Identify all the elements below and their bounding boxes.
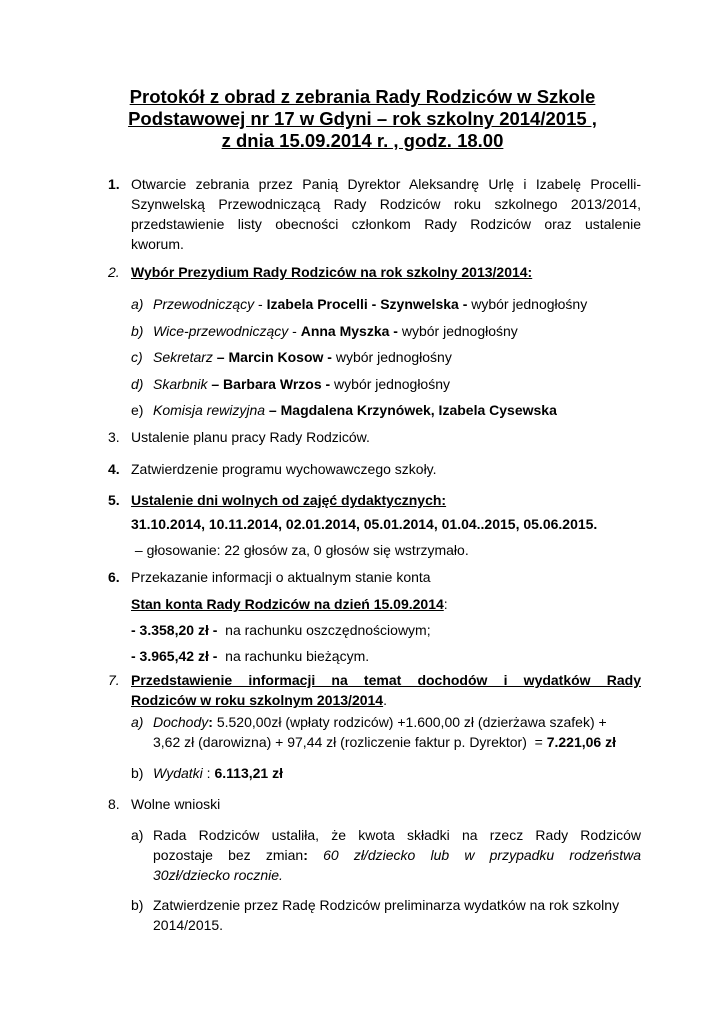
proposal-b-line-2: 2014/2015. (153, 917, 224, 933)
item-7-heading-line-2: Rodziców w roku szkolnym 2013/2014 (131, 692, 384, 708)
prezydium-d-sep: – (207, 376, 224, 392)
prezydium-a-sep: - (254, 296, 267, 312)
item-6-balance-heading: Stan konta Rady Rodziców na dzień 15.09.2014 (131, 596, 444, 612)
proposal-a-line-1: Rada Rodziców ustaliła, że kwota składki na rzecz Rady Rodziców (153, 827, 641, 843)
item-7-heading-line-1: Przedstawienie informacji na temat dochodów i wydatków Rady (131, 672, 641, 688)
prezydium-e-role: Komisja rewizyjna (153, 402, 266, 418)
expenses-letter: b) (131, 765, 144, 781)
proposal-b-line-1: Zatwierdzenie przez Radę Rodziców preliminarza wydatków na rok szkolny (153, 897, 620, 913)
title-line-1: Protokół z obrad z zebrania Rady Rodziców w Szkole (129, 86, 596, 107)
prezydium-c-name: Marcin Kosow - (228, 349, 336, 365)
prezydium-a-vote: wybór jednogłośny (471, 296, 588, 312)
account-1-label: na rachunku oszczędnościowym; (221, 622, 431, 638)
proposal-b-letter: b) (131, 897, 144, 913)
income-line-2: 3,62 zł (darowizna) + 97,44 zł (rozliczenie faktur p. Dyrektor) = (153, 734, 547, 750)
prezydium-d-role: Skarbnik (153, 376, 208, 392)
item-4-text: Zatwierdzenie programu wychowawczego szkoły. (131, 461, 437, 477)
income-label: Dochody (153, 714, 209, 730)
prezydium-a-letter: a) (131, 296, 144, 312)
proposal-a-letter: a) (131, 827, 144, 843)
item-4-number: 4. (108, 461, 120, 477)
prezydium-d-name: Barbara Wrzos - (223, 376, 335, 392)
expenses-total: 6.113,21 zł (214, 765, 283, 781)
income-letter: a) (131, 714, 144, 730)
prezydium-b-name: Anna Myszka - (300, 323, 402, 339)
prezydium-d-letter: d) (131, 376, 144, 392)
item-1-line-2: Szynwelską Przewodniczącą Rady Rodziców roku szkolnego 2013/2014, (131, 196, 641, 212)
item-2-heading: Wybór Prezydium Rady Rodziców na rok szkolny 2013/2014: (131, 264, 533, 280)
expenses-label: Wydatki (153, 765, 203, 781)
prezydium-b-sep: - (288, 323, 301, 339)
prezydium-a-role: Przewodniczący (153, 296, 255, 312)
item-1-number: 1. (108, 176, 120, 192)
item-7-heading-end: . (383, 692, 387, 708)
item-5-heading: Ustalenie dni wolnych od zajęć dydaktycznych: (131, 492, 447, 508)
proposal-a-line-3: 30zł/dziecko rocznie. (153, 867, 283, 883)
prezydium-a-name: Izabela Procelli - Szynwelska - (266, 296, 472, 312)
item-5-number: 5. (108, 492, 120, 508)
item-5-dates: 31.10.2014, 10.11.2014, 02.01.2014, 05.01.2014, 01.04..2015, 05.06.2015. (131, 516, 598, 532)
item-2-number: 2. (108, 264, 120, 280)
prezydium-b-vote: wybór jednogłośny (401, 323, 518, 339)
item-6-balance-colon: : (443, 596, 448, 612)
item-3-number: 3. (108, 429, 120, 445)
prezydium-c-sep: – (212, 349, 229, 365)
income-colon: : (208, 714, 213, 730)
prezydium-b-role: Wice-przewodniczący (153, 323, 289, 339)
prezydium-e-letter: e) (131, 402, 144, 418)
prezydium-e-name: Magdalena Krzynówek, Izabela Cysewska (280, 402, 557, 418)
proposal-a-line-2a: pozostaje bez zmian (153, 847, 304, 863)
document-title (0, 86, 725, 152)
prezydium-c-vote: wybór jednogłośny (335, 349, 452, 365)
prezydium-b-letter: b) (131, 323, 144, 339)
item-1-line-4: kworum. (131, 236, 184, 252)
expenses-sep: : (202, 765, 215, 781)
title-line-2: Podstawowej nr 17 w Gdyni – rok szkolny 2014/2015 , (128, 108, 597, 129)
income-line-1: 5.520,00zł (wpłaty rodziców) +1.600,00 zł (dzierżawa szafek) + (212, 714, 607, 730)
item-7-heading (131, 670, 641, 710)
proposal-a-line-2b: 60 zł/dziecko lub w przypadku rodzeństwa (307, 847, 641, 863)
account-2-amount: - 3.965,42 zł - (131, 648, 222, 664)
title-line-3: z dnia 15.09.2014 r. , godz. 18.00 (221, 130, 504, 151)
proposal-a-colon: : (303, 847, 308, 863)
item-6-text: Przekazanie informacji o aktualnym stanie konta (131, 569, 431, 585)
prezydium-c-letter: c) (131, 349, 143, 365)
item-6-number: 6. (108, 569, 120, 585)
prezydium-c-role: Sekretarz (153, 349, 213, 365)
item-3-text: Ustalenie planu pracy Rady Rodziców. (131, 429, 370, 445)
item-5-vote: – głosowanie: 22 głosów za, 0 głosów się wstrzymało. (131, 542, 469, 558)
account-2-label: na rachunku bieżącym. (221, 648, 370, 664)
item-7-number: 7. (108, 672, 120, 688)
prezydium-d-vote: wybór jednogłośny (334, 376, 451, 392)
item-1-line-1: Otwarcie zebrania przez Panią Dyrektor Aleksandrę Urlę i Izabelę Procelli- (131, 176, 641, 192)
item-1-line-3: przedstawienie listy obecności członkom Rady Rodziców oraz ustalenie (131, 216, 641, 232)
prezydium-e-sep: – (265, 402, 281, 418)
income-total: 7.221,06 zł (546, 734, 616, 750)
item-8-text: Wolne wnioski (131, 796, 221, 812)
item-1-text (131, 174, 641, 254)
account-1-amount: - 3.358,20 zł - (131, 622, 222, 638)
item-8-number: 8. (108, 796, 120, 812)
